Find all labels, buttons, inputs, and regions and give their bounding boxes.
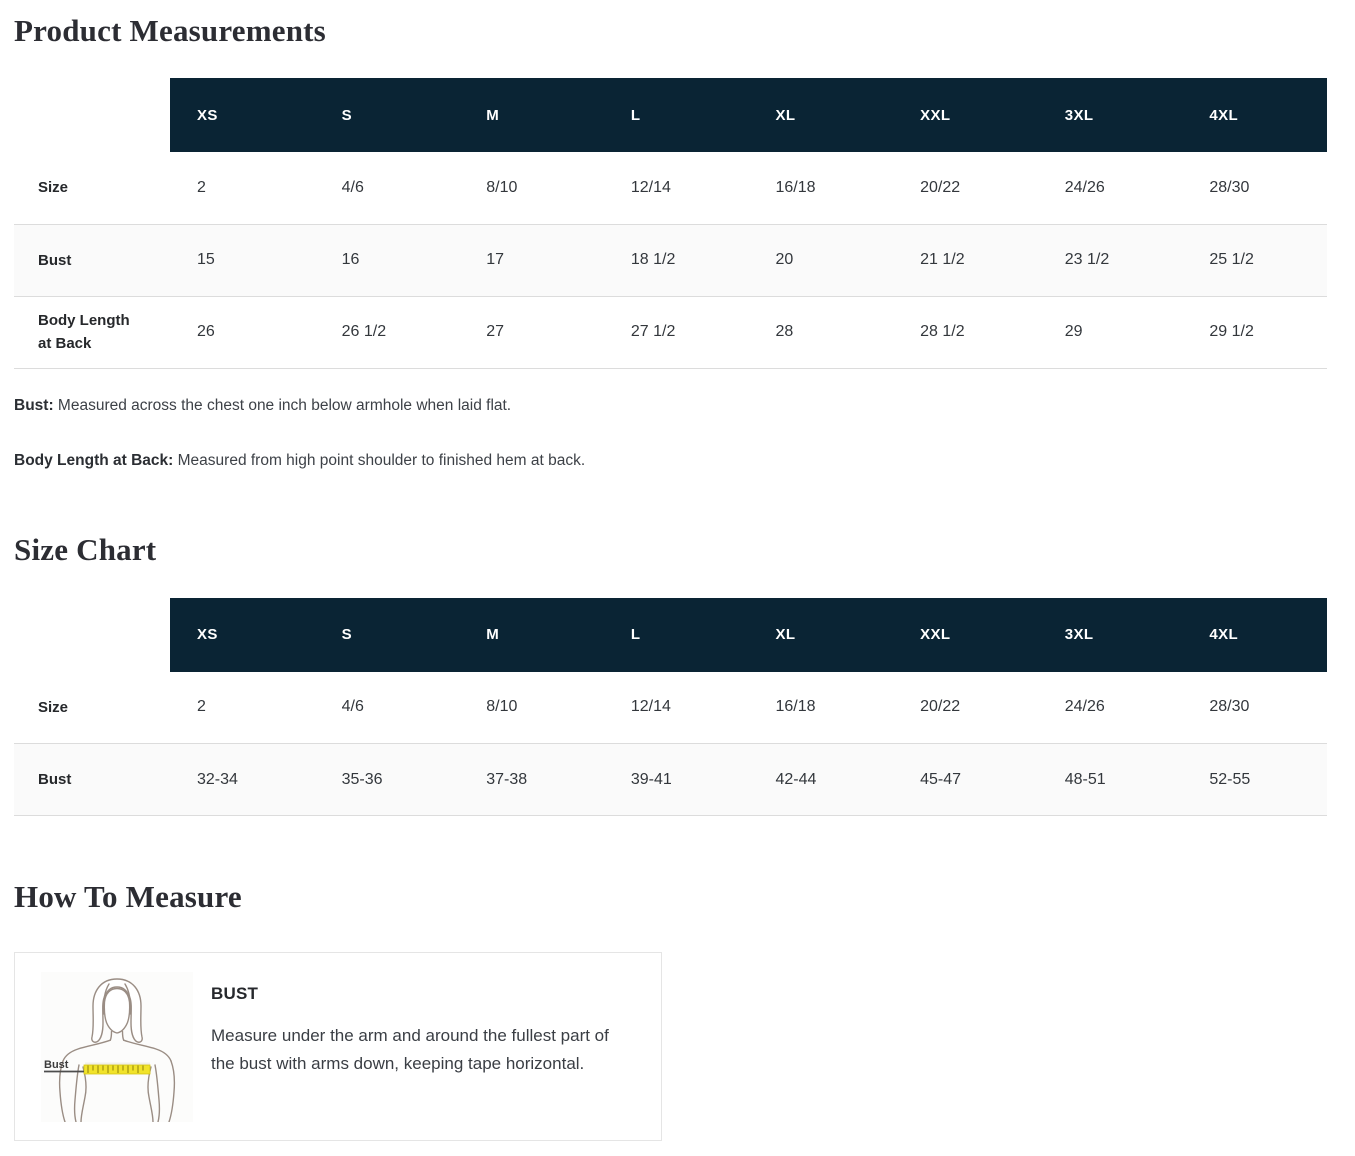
note-body-length	[14, 452, 1327, 470]
torso-right-line	[148, 1067, 153, 1122]
size-chart-table	[14, 598, 1327, 817]
measurement-cell: 26 1/2	[341, 323, 387, 340]
note-bust-term: Bust:	[14, 396, 54, 414]
measurement-cell: 39-41	[630, 770, 672, 788]
tape-band	[84, 1065, 150, 1074]
measurement-notes	[14, 397, 1327, 470]
bust-card-description: Measure under the arm and around the fullest part of the bust with arms down, keeping tape horizontal.	[211, 1026, 609, 1073]
measurement-cell: 28/30	[1209, 698, 1250, 716]
size-header-row	[14, 598, 1327, 672]
column-header-m: M	[459, 598, 604, 672]
measurement-cell: 16/18	[775, 178, 816, 196]
measurement-cell: 26	[197, 323, 215, 340]
column-header-4xl: 4XL	[1182, 598, 1327, 672]
measurement-cell: 42-44	[775, 770, 817, 788]
row-label: Size	[38, 698, 69, 716]
figure-bust-label: Bust	[44, 1059, 69, 1071]
how-to-measure-title: How To Measure	[14, 879, 242, 914]
column-header-s: S	[315, 78, 460, 152]
column-header-3xl: 3XL	[1038, 598, 1183, 672]
bust-card-text	[211, 972, 631, 1122]
table-row	[14, 744, 1327, 816]
measurement-cell: 4/6	[341, 178, 364, 196]
measurement-cell: 27 1/2	[630, 323, 676, 340]
row-label: Bust	[38, 771, 72, 788]
note-body-length-text: Measured from high point shoulder to finished hem at back.	[177, 451, 586, 469]
size-chart-title: Size Chart	[14, 531, 157, 567]
measurement-cell: 8/10	[486, 178, 518, 196]
measurement-cell: 16	[341, 251, 360, 268]
torso-left-line	[81, 1067, 86, 1122]
column-header-3xl: 3XL	[1038, 78, 1183, 152]
measurement-cell: 28 1/2	[920, 323, 965, 340]
row-label: Body Length at Back	[38, 312, 130, 352]
measurement-cell: 28	[775, 323, 794, 340]
measurement-cell: 20/22	[920, 698, 961, 716]
row-label: Bust	[38, 251, 72, 269]
bust-measure-card	[14, 952, 662, 1141]
neck-left-line	[110, 1032, 111, 1041]
column-header-xl: XL	[749, 78, 894, 152]
column-header-l: L	[604, 598, 749, 672]
note-body-length-term: Body Length at Back:	[14, 451, 174, 469]
measurement-cell: 23 1/2	[1064, 251, 1110, 268]
table-row	[14, 152, 1327, 224]
bust-card-heading: BUST	[211, 984, 259, 1003]
measurement-cell: 29 1/2	[1209, 323, 1254, 340]
shoulder-left-line	[63, 1040, 110, 1061]
measurement-cell: 20	[775, 251, 794, 268]
measurement-cell: 35-36	[341, 770, 383, 788]
table-row	[14, 224, 1327, 296]
column-header-xxl: XXL	[893, 78, 1038, 152]
column-header-s: S	[315, 598, 460, 672]
measurement-cell: 24/26	[1064, 178, 1105, 196]
measurement-cell: 28/30	[1209, 178, 1250, 196]
measurement-cell: 20/22	[920, 178, 961, 196]
note-bust-text: Measured across the chest one inch below armhole when laid flat.	[57, 396, 512, 414]
measurement-cell: 15	[197, 251, 215, 268]
measurement-cell: 45-47	[920, 770, 962, 788]
corner-cell	[14, 598, 170, 672]
measurement-cell: 52-55	[1209, 770, 1251, 788]
neck-right-line	[123, 1032, 124, 1041]
measurement-cell: 29	[1064, 323, 1083, 340]
measurement-cell: 16/18	[775, 698, 816, 716]
woman-torso-figure-icon	[41, 972, 193, 1122]
measurement-cell: 48-51	[1064, 770, 1106, 788]
column-header-xs: XS	[170, 598, 315, 672]
shoulder-right-line	[124, 1040, 171, 1061]
bust-measurement-illustration	[41, 972, 193, 1122]
product-measurements-title: Product Measurements	[14, 13, 326, 48]
measurement-cell: 4/6	[341, 698, 364, 716]
arm-left-inner-line	[75, 1065, 79, 1122]
column-header-4xl: 4XL	[1182, 78, 1327, 152]
measurement-cell: 2	[197, 698, 206, 716]
column-header-l: L	[604, 78, 749, 152]
table-row	[14, 296, 1327, 368]
measurement-cell: 21 1/2	[920, 251, 965, 268]
corner-cell	[14, 78, 170, 152]
measurement-cell: 17	[486, 251, 505, 268]
measurement-cell: 2	[197, 178, 206, 196]
measurement-cell: 24/26	[1064, 698, 1105, 716]
arm-right-outer-line	[169, 1061, 174, 1122]
arm-right-inner-line	[155, 1065, 159, 1122]
column-header-xs: XS	[170, 78, 315, 152]
column-header-xl: XL	[749, 598, 894, 672]
table-row	[14, 672, 1327, 744]
measurement-cell: 12/14	[630, 698, 671, 716]
measurement-cell: 32-34	[197, 770, 238, 788]
row-label: Size	[38, 179, 69, 197]
size-header-row	[14, 78, 1327, 152]
measurement-cell: 27	[486, 323, 505, 340]
measurement-cell: 12/14	[630, 178, 671, 196]
product-measurements-table	[14, 78, 1327, 369]
column-header-xxl: XXL	[893, 598, 1038, 672]
measurement-cell: 8/10	[486, 698, 518, 716]
measuring-tape-icon	[84, 1063, 150, 1075]
measurement-cell: 25 1/2	[1209, 251, 1254, 268]
measurement-cell: 37-38	[486, 770, 528, 788]
note-bust	[14, 397, 1327, 415]
face-shape	[104, 989, 129, 1034]
column-header-m: M	[459, 78, 604, 152]
measurement-cell: 18 1/2	[630, 251, 676, 268]
